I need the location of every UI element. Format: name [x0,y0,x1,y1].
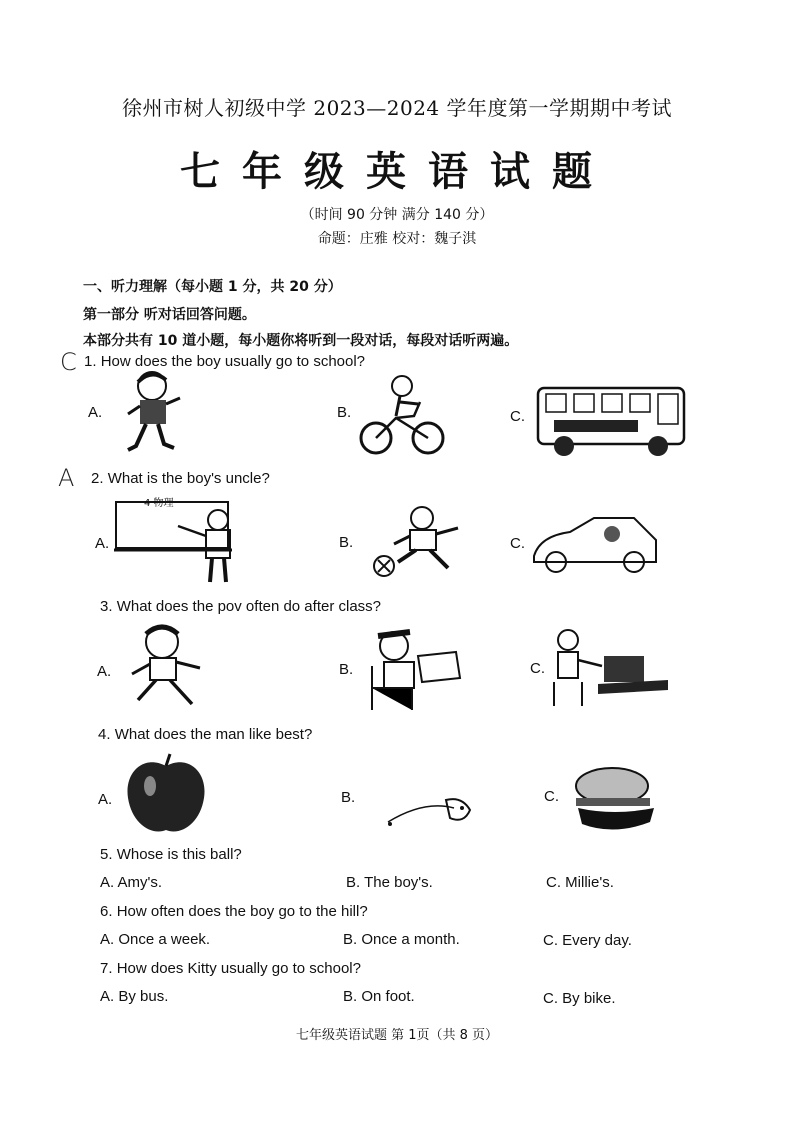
page-footer: 七年级英语试题 第 1页（共 8 页） [295,1028,499,1043]
question-6: 6. How often does the boy go to the hill? [100,903,368,920]
running-boy-icon [124,368,184,456]
apple-icon [124,752,208,836]
q5-option-c: C. Millie's. [546,874,614,891]
handwritten-answer-q2: A [58,464,75,492]
q3-option-b-label: B. [339,661,354,678]
question-1: 1. How does the boy usually go to school? [84,353,366,370]
q1-option-c-label: C. [510,408,525,425]
question-2: 2. What is the boy's uncle? [91,470,270,487]
q2-option-a-label: A. [95,535,110,552]
question-4: 4. What does the man like best? [98,726,313,743]
q6-option-b: B. Once a month. [343,931,460,948]
question-3: 3. What does the pov often do after class? [100,598,382,615]
part-instructions: 本部分共有 10 道小题，每小题你将听到一段对话，每段对话听两遍。 [83,333,519,349]
q6-option-a: A. Once a week. [100,931,211,948]
hamburger-icon [570,764,660,836]
q5-option-a: A. Amy's. [100,874,163,891]
q1-option-a-label: A. [88,404,103,421]
q4-option-b-label: B. [341,789,356,806]
authors-line: 命题：庄雅 校对：魏子淇 [317,231,477,247]
section-heading: 一、听力理解（每小题 1 分，共 20 分） [83,279,342,295]
driver-in-car-icon [530,510,660,574]
q7-option-b: B. On foot. [343,988,415,1005]
teacher-at-board-icon [114,496,242,584]
paper-title: 七年级英语试题 [180,149,614,195]
boy-on-bike-icon [358,372,446,458]
fish-icon [384,786,474,830]
boy-at-computer-icon [548,626,668,710]
question-7: 7. How does Kitty usually go to school? [100,960,361,977]
football-player-icon [370,504,466,580]
q3-option-c-label: C. [530,660,545,677]
q3-option-a-label: A. [97,663,112,680]
q2-option-b-label: B. [339,534,354,551]
school-bus-icon [534,374,690,458]
q5-option-b: B. The boy's. [346,874,433,891]
q7-option-c: C. By bike. [543,990,616,1007]
question-5: 5. Whose is this ball? [100,846,242,863]
q6-option-c: C. Every day. [543,932,632,949]
part-title: 第一部分 听对话回答问题。 [83,307,256,323]
q4-option-a-label: A. [98,791,113,808]
handwritten-answer-q1: C [60,348,77,376]
q7-option-a: A. By bus. [100,988,169,1005]
board-text: 4 物理 [144,498,174,509]
time-and-score: （时间 90 分钟 满分 140 分） [300,207,494,223]
q2-option-c-label: C. [510,535,525,552]
q4-option-c-label: C. [544,788,559,805]
q1-option-b-label: B. [337,404,352,421]
school-exam-title: 徐州市树人初级中学 2023—2024 学年度第一学期期中考试 [121,96,672,120]
boy-reading-icon [364,626,464,712]
running-kid-icon [120,622,212,710]
